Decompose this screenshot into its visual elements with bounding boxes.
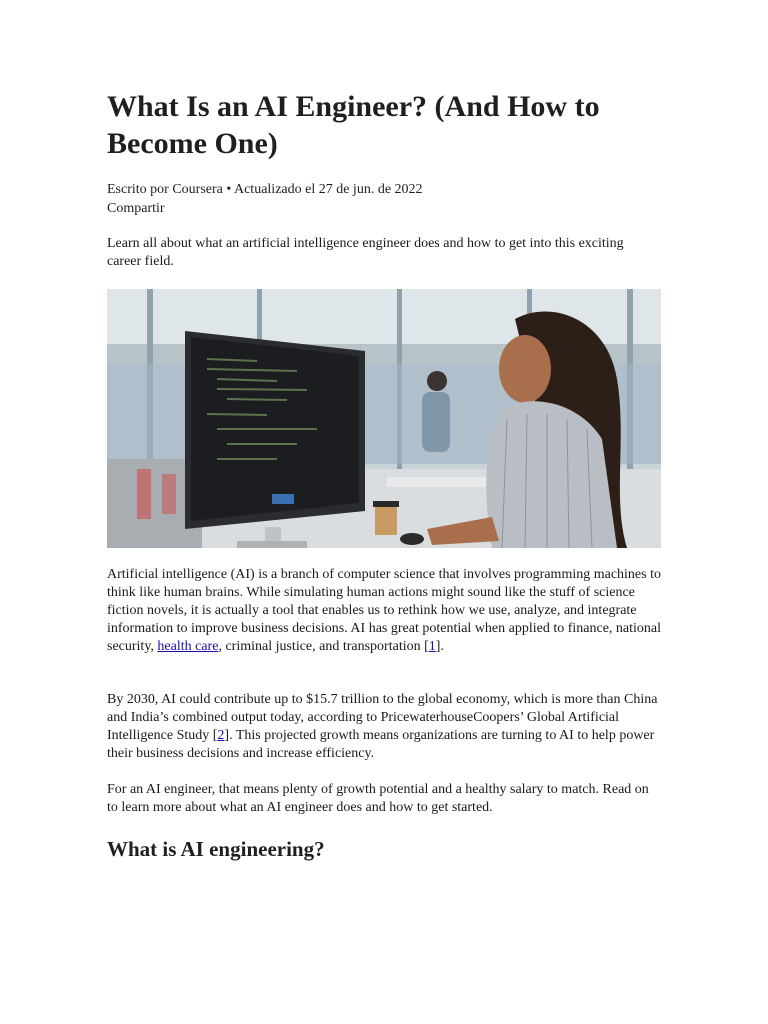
- byline: Escrito por Coursera • Actualizado el 27 de jun. de 2022: [107, 182, 423, 197]
- paragraph-growth: For an AI engineer, that means plenty of growth potential and a healthy salary to match. Read on to learn more about what an AI engineer does and how to get started.: [107, 782, 649, 815]
- lede: Learn all about what an artificial intelligence engineer does and how to get into this exciting career field.: [107, 236, 624, 269]
- section-heading: What is AI engineering?: [107, 837, 325, 861]
- office-photo: [107, 289, 661, 548]
- paragraph-economy: By 2030, AI could contribute up to $15.7 trillion to the global economy, which is more than China and India’s combined output today, according to PricewaterhouseCoopers’ Global Artificial Intelligence Study [2]. This projected growth means organizations are turning to AI to help power their business decisions and increase efficiency.: [107, 692, 658, 761]
- reference-link-2[interactable]: 2: [217, 728, 225, 743]
- reference-link-1[interactable]: 1: [428, 639, 436, 654]
- page-title: What Is an AI Engineer? (And How to Become One): [107, 90, 600, 160]
- share-link[interactable]: Compartir: [107, 201, 165, 216]
- hero-image: [107, 289, 661, 548]
- paragraph-intro: Artificial intelligence (AI) is a branch of computer science that involves programming machines to think like human brains. While simulating human actions might sound like the stuff of science fiction novels, it is actually a tool that enables us to rethink how we use, analyze, and integrate information to improve business decisions. AI has great potential when applied to finance, national security, health care, criminal justice, and transportation [1].: [107, 567, 662, 654]
- health-care-link[interactable]: health care: [157, 639, 219, 654]
